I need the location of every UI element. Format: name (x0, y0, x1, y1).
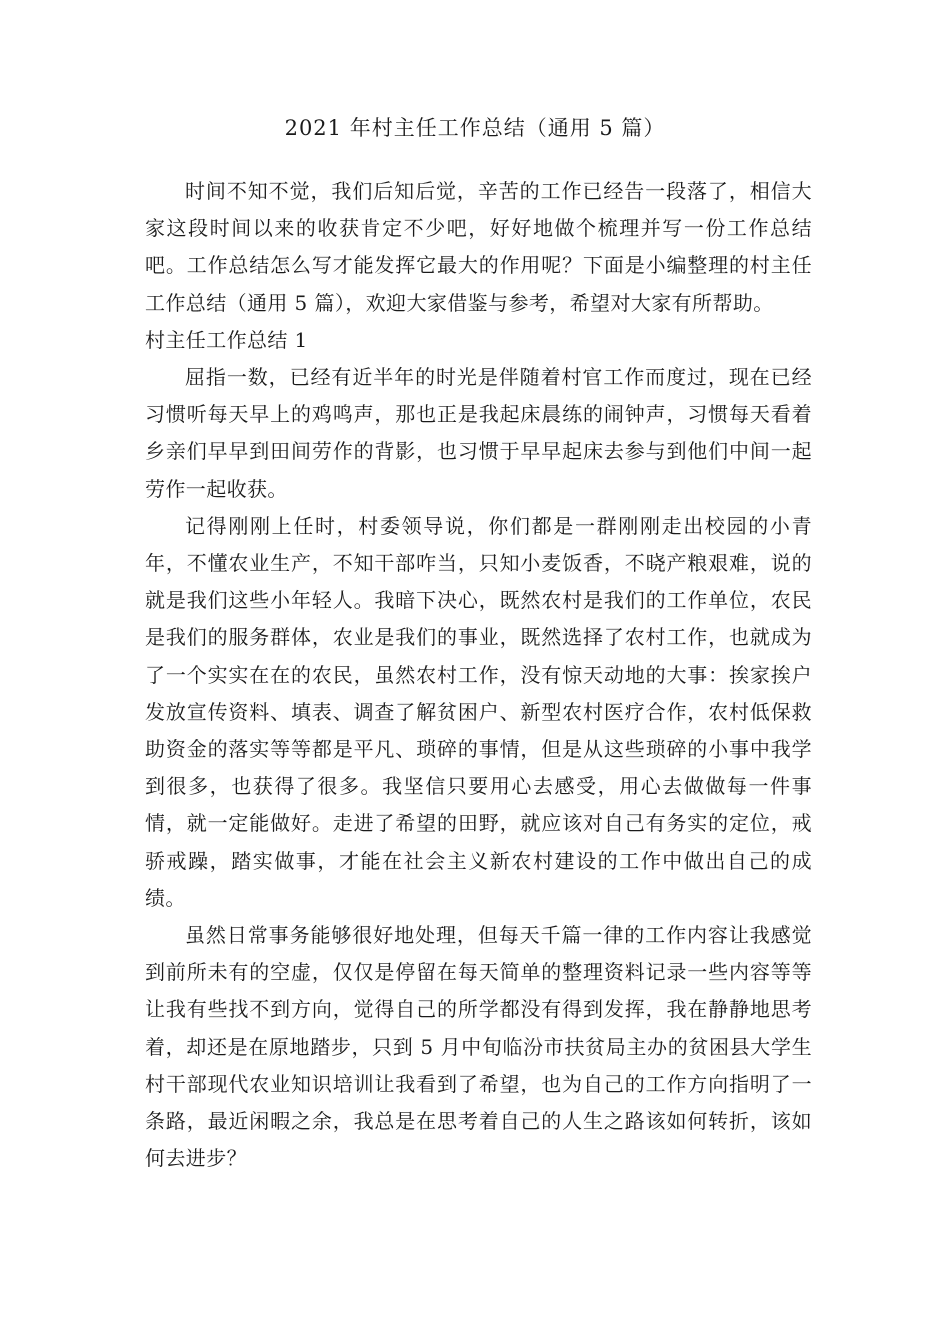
intro-paragraph: 时间不知不觉，我们后知后觉，辛苦的工作已经告一段落了，相信大家这段时间以来的收获肯定不少吧，好好地做个梳理并写一份工作总结吧。工作总结怎么写才能发挥它最大的作用呢？下面是小编整理的村主任工作总结（通用 5 篇），欢迎大家借鉴与参考，希望对大家有所帮助。 (145, 179, 812, 315)
section-paragraph-1: 屈指一数，已经有近半年的时光是伴随着村官工作而度过，现在已经习惯听每天早上的鸡鸣声，那也正是我起床晨练的闹钟声，习惯每天看着乡亲们早早到田间劳作的背影，也习惯于早早起床去参与到他们中间一起劳作一起收获。 (145, 365, 812, 501)
section-heading: 村主任工作总结 1 (145, 327, 308, 352)
section-paragraph-2: 记得刚刚上任时，村委领导说，你们都是一群刚刚走出校园的小青年，不懂农业生产，不知干部咋当，只知小麦饭香，不晓产粮艰难，说的就是我们这些小年轻人。我暗下决心，既然农村是我们的工作单位，农民是我们的服务群体，农业是我们的事业，既然选择了农村工作，也就成为了一个实实在在的农民，虽然农村工作，没有惊天动地的大事：挨家挨户发放宣传资料、填表、调查了解贫困户、新型农村医疗合作，农村低保救助资金的落实等等都是平凡、琐碎的事情，但是从这些琐碎的小事中我学到很多，也获得了很多。我坚信只要用心去感受，用心去做做每一件事情，就一定能做好。走进了希望的田野，就应该对自己有务实的定位，戒骄戒躁，踏实做事，才能在社会主义新农村建设的工作中做出自己的成绩。 (145, 513, 812, 910)
section-paragraph-3: 虽然日常事务能够很好地处理，但每天千篇一律的工作内容让我感觉到前所未有的空虚，仅仅是停留在每天简单的整理资料记录一些内容等等让我有些找不到方向，觉得自己的所学都没有得到发挥，我在静静地思考着，却还是在原地踏步，只到 5 月中旬临汾市扶贫局主办的贫困县大学生村干部现代农业知识培训让我看到了希望，也为自己的工作方向指明了一条路，最近闲暇之余，我总是在思考着自己的人生之路该如何转折，该如何去进步？ (145, 923, 812, 1171)
document-title: 2021 年村主任工作总结（通用 5 篇） (284, 116, 666, 140)
document-body (145, 173, 812, 1177)
